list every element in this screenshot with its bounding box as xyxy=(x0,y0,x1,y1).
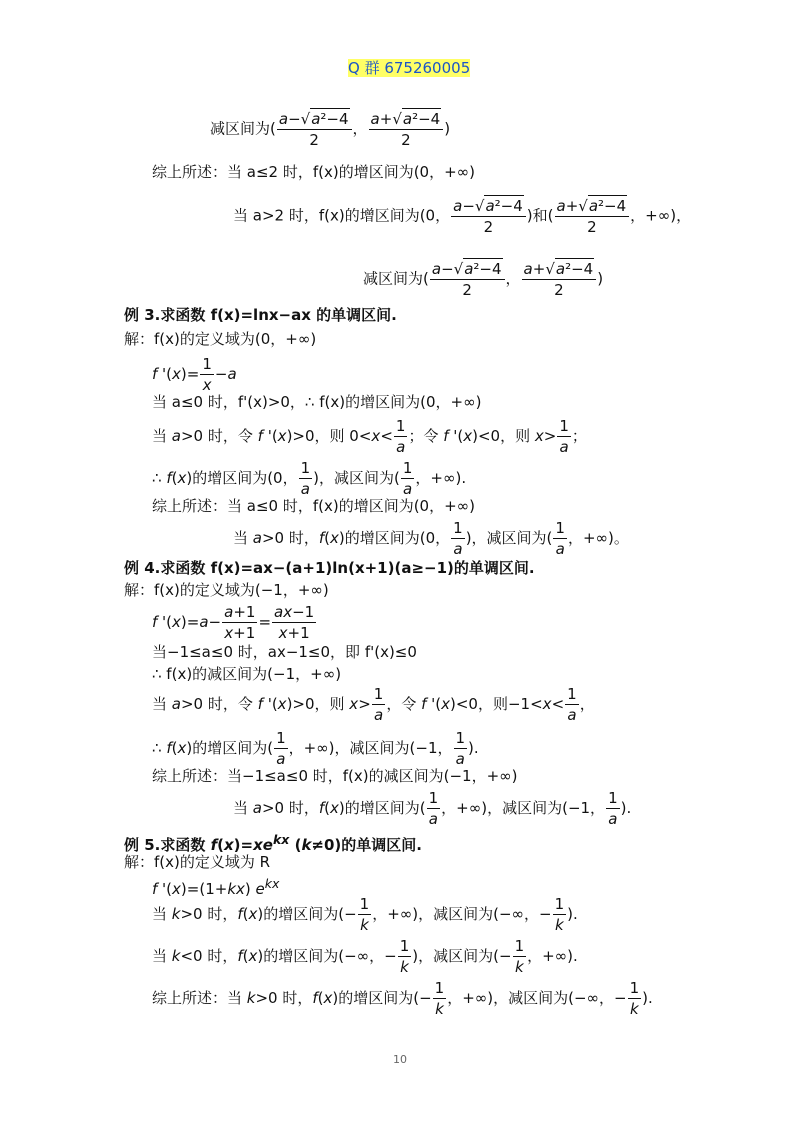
text-line: 综上所述：当 k>0 时，f(x)的增区间为(− $\frac{1}{k}$ ，+∞)，减区间为(−∞，− $\frac{1}{k}$ ). xyxy=(152,979,653,1018)
example-5-title: 例 5.求函数 $f(x)=xe^{kx}$ (k≠0)的单调区间. xyxy=(124,832,422,854)
formula-line: f '(x)= $\frac{1}{x}$ −a xyxy=(152,355,237,394)
text-line: 当−1≤a≤0 时，ax−1≤0，即 f'(x)≤0 xyxy=(152,643,417,661)
text-line: 综上所述：当 a≤0 时，f(x)的增区间为(0，+∞) xyxy=(152,497,476,515)
header-qq-group: Q 群 675260005 xyxy=(348,59,471,77)
text-line: 当 a>0 时，令 f '(x)>0，则 x> $\frac{1}{a}$ ，令 f '(x)<0，则−1<x< $\frac{1}{a}$ ， xyxy=(152,685,595,724)
text-line: 当 a>0 时，f(x)的增区间为( $\frac{1}{a}$ ，+∞)，减区间为(−1， $\frac{1}{a}$ ). xyxy=(233,789,632,828)
text-line: f '(x)=(1+kx) $e^{kx}$ xyxy=(152,876,280,898)
text-line: 当 k<0 时，f(x)的增区间为(−∞，− $\frac{1}{k}$ )，减区间为(− $\frac{1}{k}$ ，+∞). xyxy=(152,937,578,976)
text-line: 综上所述：当 a≤2 时，f(x)的增区间为(0，+∞) xyxy=(152,163,476,181)
formula-line: f '(x)=a− $\frac{a+1}{x+1}$ = $\frac{ax-1}{x+1}$ xyxy=(152,603,315,642)
text-line: 减区间为( $\frac{\text{a−√a²−4}}{2}$ ， $\frac{\text{a+√a²−4}}{2}$ ) xyxy=(363,260,604,299)
page-number: 10 xyxy=(393,1053,407,1066)
example-3-title: 例 3.求函数 f(x)=lnx−ax 的单调区间. xyxy=(124,306,397,324)
text-line: ∴ f(x)的减区间为(−1，+∞) xyxy=(152,665,342,683)
text-line: ∴ f(x)的增区间为( $\frac{1}{a}$ ，+∞)，减区间为(−1， $\frac{1}{a}$ ). xyxy=(152,729,479,768)
text-line: 当 k>0 时，f(x)的增区间为(− $\frac{1}{k}$ ，+∞)，减区间为(−∞，− $\frac{1}{k}$ ). xyxy=(152,895,578,934)
text-line: 解：f(x)的定义域为(−1，+∞) xyxy=(124,581,329,599)
text-line: 当 a≤0 时，f'(x)>0，∴ f(x)的增区间为(0，+∞) xyxy=(152,393,482,411)
text-line: 当 a>0 时，令 f '(x)>0，则 0<x< $\frac{1}{a}$ ；令 f '(x)<0，则 x> $\frac{1}{a}$ ； xyxy=(152,417,587,456)
text-line: 当 a>2 时，f(x)的增区间为(0， $\frac{\text{a−√a²−4}}{2}$ )和( $\frac{\text{a+√a²−4}}{2}$ ，+∞)， xyxy=(233,197,692,236)
text-line: 综上所述：当−1≤a≤0 时，f(x)的减区间为(−1，+∞) xyxy=(152,767,518,785)
text-line: 解：f(x)的定义域为 R xyxy=(124,853,271,871)
text-line: 当 a>0 时，f(x)的增区间为(0， $\frac{1}{a}$ )，减区间为( $\frac{1}{a}$ ，+∞)。 xyxy=(233,519,629,558)
text-line: 解：f(x)的定义域为(0，+∞) xyxy=(124,330,317,348)
text-line: ∴ f(x)的增区间为(0， $\frac{1}{a}$ )，减区间为( $\frac{1}{a}$ ，+∞). xyxy=(152,459,467,498)
text-line: 减区间为( $\frac{\text{a−√a²−4}}{2}$ ， $\frac{\text{a+√a²−4}}{2}$ ) xyxy=(210,110,451,149)
example-4-title: 例 4.求函数 f(x)=ax−(a+1)ln(x+1)(a≥−1)的单调区间. xyxy=(124,559,535,577)
